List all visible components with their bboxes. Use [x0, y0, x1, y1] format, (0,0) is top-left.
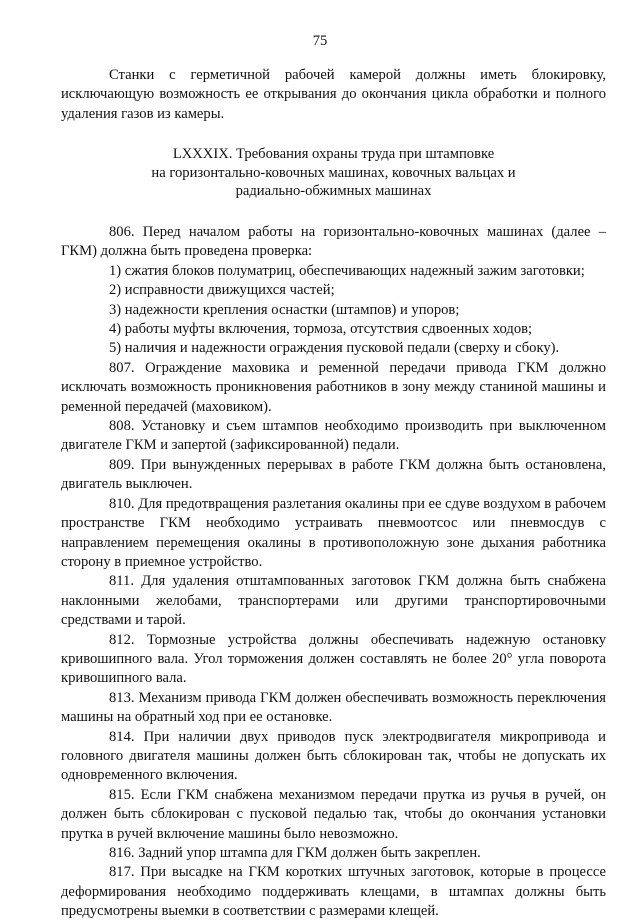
section-heading-line-3: радиально-обжимных машинах	[235, 183, 432, 200]
section-heading-line-2: на горизонтально-ковочных машинах, ковочных вальцах и	[151, 164, 516, 181]
clause-816: 816. Задний упор штампа для ГКМ должен быть закреплен.	[109, 845, 481, 861]
clause-806-item-5: 5) наличия и надежности ограждения пусковой педали (сверху и сбоку).	[109, 340, 560, 357]
clause-806-item-2: 2) исправности движущихся частей;	[109, 282, 335, 299]
clause-812: 812. Тормозные устройства должны обеспечивать надежную остановку кривошипного вала. Угол торможения должен составлять не более 20° угла поворота кривошипного вала.	[61, 631, 606, 687]
clause-806-item-1: 1) сжатия блоков полуматриц, обеспечивающих надежный зажим заготовки;	[109, 262, 585, 279]
clause-807: 807. Ограждение маховика и ременной передачи привода ГКМ должно исключать возможность проникновения работников в зону между станиной машины и ременной передачей (маховиком).	[61, 359, 606, 415]
clause-809: 809. При вынужденных перерывах в работе ГКМ должна быть остановлена, двигатель выключен.	[61, 456, 606, 493]
section-heading	[61, 145, 606, 201]
clause-806-item-3: 3) надежности крепления оснастки (штампов) и упоров;	[109, 301, 460, 318]
page-number: 75	[312, 33, 328, 49]
clause-815: 815. Если ГКМ снабжена механизмом передачи прутка из ручья в ручей, он должен быть сблокирован с пусковой педалью так, чтобы до окончания установки прутка в ручей включение машины было невозможно.	[61, 786, 606, 842]
clause-811: 811. Для удаления отштампованных заготовок ГКМ должна быть снабжена наклонными желобами, транспортерами или другими транспортировочными средствами и тарой.	[61, 573, 606, 629]
clause-813: 813. Механизм привода ГКМ должен обеспечивать возможность переключения машины на обратный ход при ее остановке.	[61, 689, 606, 726]
clause-814: 814. При наличии двух приводов пуск электродвигателя микропривода и головного двигателя машины должен быть сблокирован так, чтобы не допускать их одновременного включения.	[61, 728, 606, 784]
clause-817: 817. При высадке на ГКМ коротких штучных заготовок, которые в процессе деформирования необходимо поддерживать клещами, в штампах должны быть предусмотрены выемки в соответствии с размерами клещей.	[61, 864, 606, 920]
clause-810: 810. Для предотвращения разлетания окалины при ее сдуве воздухом в рабочем пространстве ГКМ необходимо устраивать пневмоотсос или пневмосдув с направлением перемещения окалины в противоположную зоне дыхания работника сторону в приемное устройство.	[61, 495, 606, 570]
document-body	[61, 66, 606, 922]
section-heading-line-1: LXXXIX. Требования охраны труда при штамповке	[172, 146, 495, 163]
clause-806: 806. Перед началом работы на горизонтально-ковочных машинах (далее – ГКМ) должна быть проведена проверка:	[61, 224, 606, 260]
clause-808: 808. Установку и съем штампов необходимо производить при выключенном двигателе ГКМ и запертой (зафиксированной) педали.	[61, 418, 606, 454]
clause-806-item-4: 4) работы муфты включения, тормоза, отсутствия сдвоенных ходов;	[109, 321, 533, 338]
intro-paragraph: Станки с герметичной рабочей камерой должны иметь блокировку, исключающую возможность ее открывания до окончания цикла обработки и полного удаления газов из камеры.	[61, 67, 606, 122]
